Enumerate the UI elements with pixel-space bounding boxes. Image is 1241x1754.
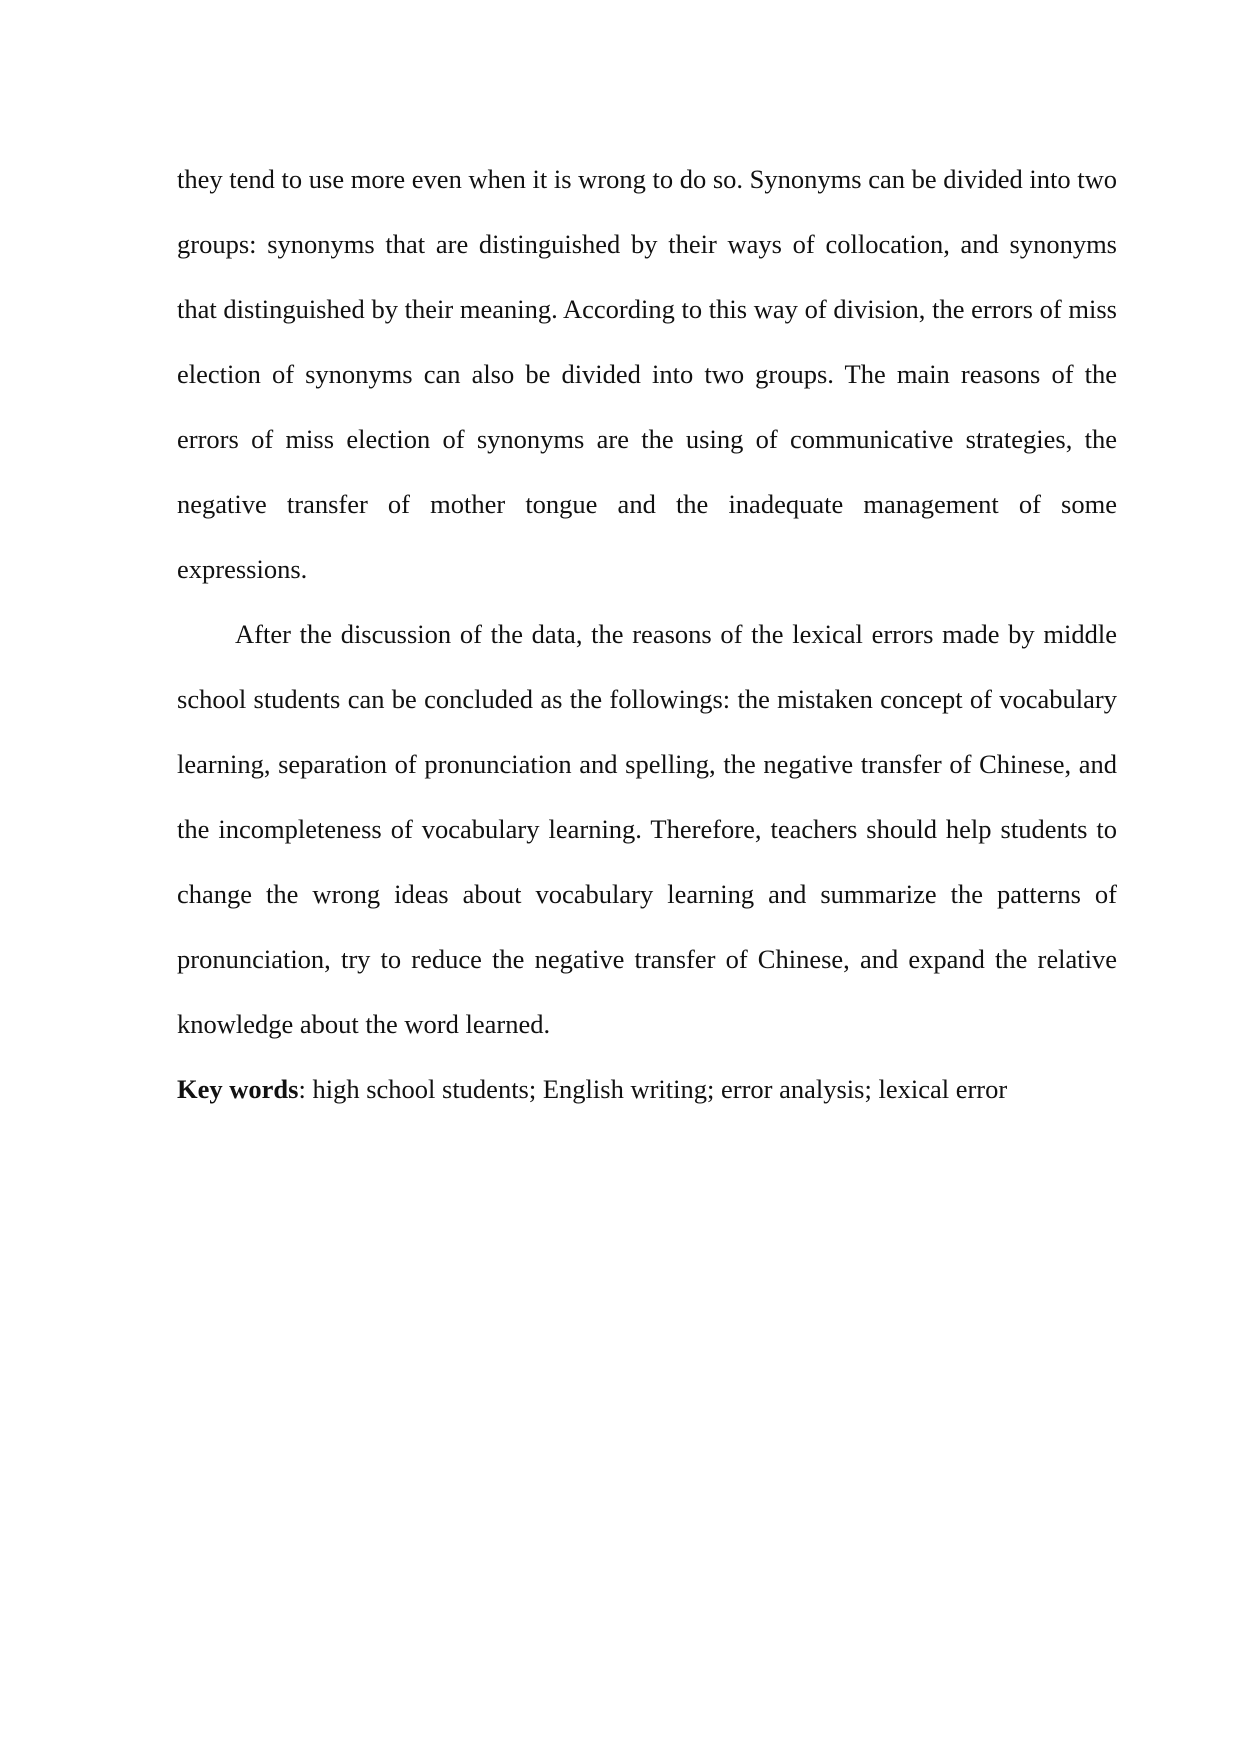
keywords-separator: : <box>298 1074 306 1104</box>
keywords-line <box>177 1057 1117 1122</box>
abstract-paragraph-1: they tend to use more even when it is wrong to do so. Synonyms can be divided into two groups: synonyms that are distinguished by their ways of collocation, and synonyms that distinguished by their meaning. According to this way of division, the errors of miss election of synonyms can also be divided into two groups. The main reasons of the errors of miss election of synonyms are the using of communicative strategies, the negative transfer of mother tongue and the inadequate management of some expressions. <box>177 164 1117 584</box>
abstract-body <box>177 147 1117 1122</box>
abstract-paragraph-2: After the discussion of the data, the reasons of the lexical errors made by middle school students can be concluded as the followings: the mistaken concept of vocabulary learning, separation of pronunciation and spelling, the negative transfer of Chinese, and the incompleteness of vocabulary learning. Therefore, teachers should help students to change the wrong ideas about vocabulary learning and summarize the patterns of pronunciation, try to reduce the negative transfer of Chinese, and expand the relative knowledge about the word learned. <box>177 619 1117 1039</box>
keywords-text: high school students; English writing; error analysis; lexical error <box>305 1074 1008 1104</box>
keywords-label: Key words <box>177 1074 299 1104</box>
